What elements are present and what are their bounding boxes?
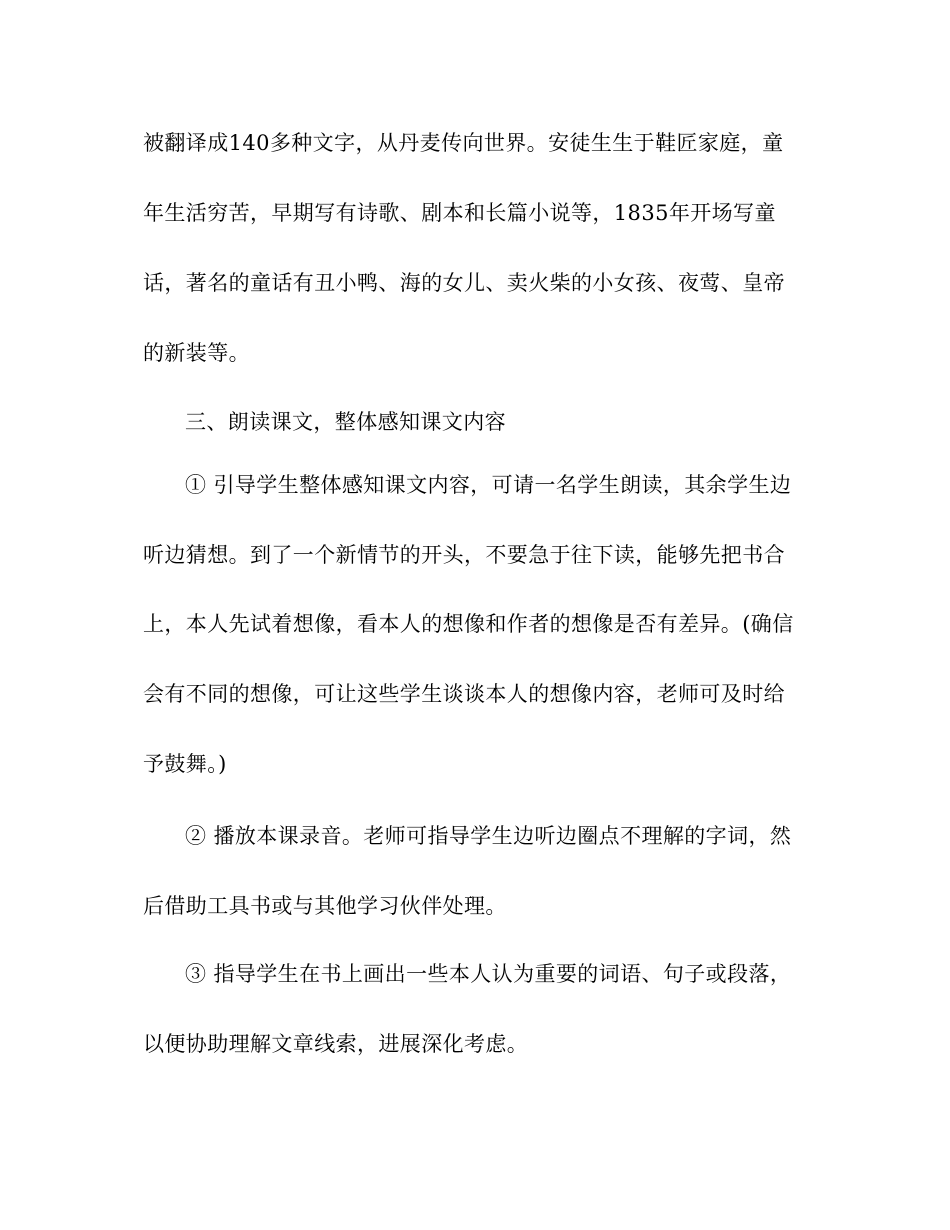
section-heading: 三、朗读课文，整体感知课文内容 (185, 410, 506, 434)
paragraph-line: ② 播放本课录音。老师可指导学生边听边圈点不理解的字词，然 (185, 824, 792, 848)
paragraph-line: 上，本人先试着想像，看本人的想像和作者的想像是否有差异。(确信 (143, 612, 794, 636)
paragraph-line: 被翻译成140多种文字，从丹麦传向世界。安徒生生于鞋匠家庭，童 (143, 131, 784, 155)
paragraph-line: 后借助工具书或与其他学习伙伴处理。 (143, 894, 507, 918)
paragraph-line: 以便协助理解文章线索，进展深化考虑。 (143, 1032, 529, 1056)
paragraph-line: 听边猜想。到了一个新情节的开头，不要急于往下读，能够先把书合 (143, 543, 785, 567)
paragraph-line: 会有不同的想像，可让这些学生谈谈本人的想像内容，老师可及时给 (143, 682, 785, 706)
paragraph-line: 的新装等。 (143, 341, 250, 365)
paragraph-line: 年生活穷苦，早期写有诗歌、剧本和长篇小说等，1835年开场写童 (143, 201, 776, 225)
paragraph-line: ① 引导学生整体感知课文内容，可请一名学生朗读，其余学生边 (185, 473, 792, 497)
paragraph-line: ③ 指导学生在书上画出一些本人认为重要的词语、句子或段落， (185, 962, 792, 986)
paragraph-line: 予鼓舞。) (143, 752, 227, 776)
paragraph-line: 话，著名的童话有丑小鸭、海的女儿、卖火柴的小女孩、夜莺、皇帝 (143, 271, 785, 295)
